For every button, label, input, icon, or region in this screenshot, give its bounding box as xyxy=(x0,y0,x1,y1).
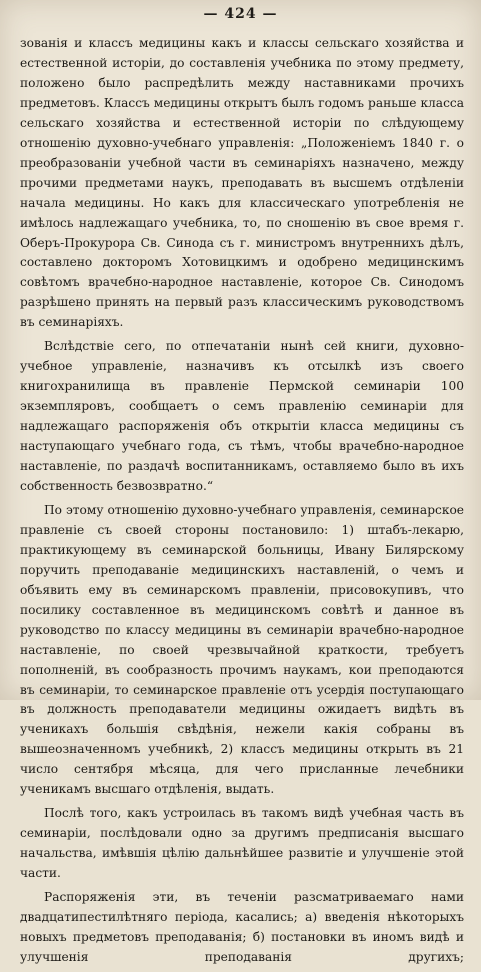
paragraph-4: Послѣ того, какъ устроилась въ такомъ видѣ учебная часть въ семинаріи, послѣдовали одно за другимъ предписанія высшаго начальства, имѣвшія цѣлію дальнѣйшее развитіе и улучшеніе этой части. xyxy=(20,806,464,881)
paragraph-1: зованія и классъ медицины какъ и классы сельскаго хозяйства и естественной исторіи, до составленія учебника по этому предмету, положено было распредѣлить между наставниками прочихъ предметовъ. Классъ медицины открытъ былъ годомъ раньше класса сельскаго хозяйства и естественной исторіи по слѣдующему отношенію духовно-учебнаго управленія: „Положеніемъ 1840 г. о преобразованіи учебной части въ семинаріяхъ назначено, между прочими предметами наукъ, преподавать въ высшемъ отдѣленіи начала медицины. Но какъ для классическаго употребленія не имѣлось надлежащаго учебника, то, по сношенію въ свое время г. Оберъ-Прокурора Св. Синода съ г. министромъ внутреннихъ дѣлъ, составлено докторомъ Хотовицкимъ и одобрено медицинскимъ совѣтомъ врачебно-народное наставленіе, которое Св. Синодомъ разрѣшено принять на первый разъ классическимъ руководствомъ въ семинаріяхъ. xyxy=(20,36,464,330)
page-number: — 424 — xyxy=(203,6,278,22)
body-text xyxy=(20,34,464,972)
paragraph-3: По этому отношенію духовно-учебнаго управленія, семинарское правленіе съ своей стороны постановило: 1) штабъ-лекарю, практикующему въ семинарской больницы, Ивану Билярскому поручить преподаваніе медицинскихъ наставленій, о чемъ и объявить ему въ семинарскомъ правленіи, присовокупивъ, что посилику составленное въ медицинскомъ совѣтѣ и данное въ руководство по классу медицины въ семинаріи врачебно-народное наставленіе, по своей чрезвычайной краткости, требуетъ пополненій, въ сообразность прочимъ наукамъ, кои преподаются въ семинаріи, то семинарское правленіе отъ усердія поступающаго въ должность преподаватели медицины ожидаетъ видѣть въ ученикахъ большія свѣдѣнія, нежели какія собраны въ вышеозначенномъ учебникѣ, 2) классъ медицины открыть въ 21 число сентября мѣсяца, для чего присланные лечебники ученикамъ высшаго отдѣленія, выдать. xyxy=(20,502,464,797)
paragraph-2: Вслѣдствіе сего, по отпечатаніи нынѣ сей книги, духовно-учебное управленіе, назначивъ къ отсылкѣ изъ своего книгохранилища въ правленіе Пермской семинаріи 100 экземпляровъ, сообщаетъ о семъ правленію семинаріи для надлежащаго распоряженія объ открытіи класса медицины съ наступающаго учебнаго года, съ тѣмъ, чтобы врачебно-народное наставленіе, по раздачѣ воспитанникамъ, оставляемо было въ ихъ собственность безвозвратно.“ xyxy=(20,339,464,493)
paragraph-5: Распоряженія эти, въ теченіи разсматриваемаго нами двадцатипестилѣтняго періода, касались; а) введенія нѣкоторыхъ новыхъ предметовъ преподаванія; б) постановки въ иномъ видѣ и улучшенія преподаванія другихъ; xyxy=(20,890,464,964)
